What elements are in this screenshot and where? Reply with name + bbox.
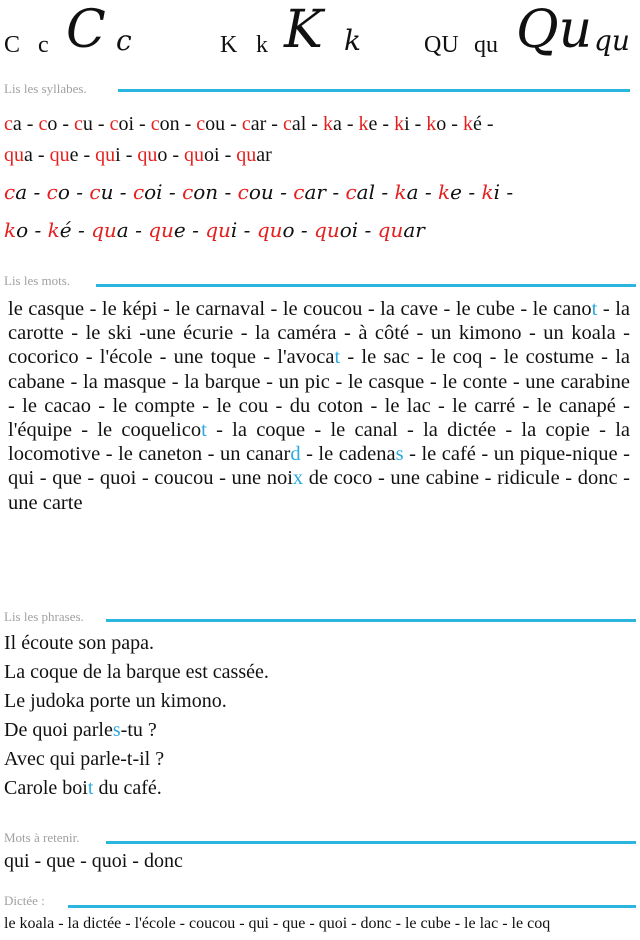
section-label-syllabes: Lis les syllabes. (4, 81, 87, 96)
highlight-letter: c (89, 180, 101, 204)
highlight-letter: k (481, 180, 494, 204)
syllable (148, 218, 186, 242)
words-to-remember: qui - que - quoi - donc (4, 850, 183, 872)
syllable-rest: a (12, 113, 22, 135)
script-lower-qu: qu (594, 24, 630, 57)
section-rule (68, 905, 636, 908)
syllable (133, 180, 163, 204)
separator: - (78, 144, 96, 166)
syllable (426, 113, 446, 135)
syllable-rest: a (406, 180, 419, 204)
highlight-letter: c (182, 180, 194, 204)
syllable (151, 113, 180, 135)
syllable (182, 180, 218, 204)
highlight-letter: c (46, 180, 58, 204)
section-label-retenir: Mots à retenir. (4, 830, 80, 845)
highlight-letter: qu (148, 218, 174, 242)
separator: - (237, 218, 257, 242)
syllable (47, 180, 70, 204)
syllable (50, 144, 79, 166)
separator: - (128, 218, 149, 242)
script-lower-k: k (344, 24, 361, 57)
print-upper-c: C (4, 32, 21, 58)
text-segment: - la coque - le canal - la dictée - la copie - la locomotive - le caneton - un canar (8, 419, 630, 466)
highlight-letter: c (4, 113, 13, 135)
syllable (4, 180, 27, 204)
syllable (74, 113, 93, 135)
syllable-rest: a (116, 218, 129, 242)
syllable-rest: é (472, 113, 482, 135)
highlight-letter: qu (95, 144, 116, 166)
syllable-rest: o (436, 113, 447, 135)
highlight-letter: k (462, 113, 473, 135)
syllable-rest: ar (403, 218, 425, 242)
highlight-letter: qu (205, 218, 231, 242)
separator: - (409, 113, 427, 135)
highlight-letter: qu (137, 144, 158, 166)
print-lower-qu: qu (474, 32, 498, 58)
syllable (137, 144, 167, 166)
script-upper-c: C (66, 0, 106, 60)
syllable (394, 180, 418, 204)
separator: - (113, 180, 133, 204)
syllable (4, 218, 28, 242)
section-label-dictee: Dictée : (4, 893, 45, 908)
silent-letter: t (334, 346, 341, 369)
sentence (4, 629, 269, 658)
sentence (4, 774, 269, 803)
silent-letter: t (201, 419, 207, 442)
syllable-rest: oi (204, 144, 220, 166)
syllable-rest: al (356, 180, 375, 204)
separator: - (225, 113, 242, 135)
highlight-letter: c (109, 113, 119, 135)
syllable (196, 113, 225, 135)
separator: - (418, 180, 439, 204)
section-rule (106, 841, 636, 844)
text-segment: La coque de la barque est cassée. (4, 661, 269, 683)
syllable-rest: a (332, 113, 342, 135)
separator: - (446, 113, 463, 135)
highlight-letter: qu (49, 144, 70, 166)
separator: - (57, 113, 75, 135)
syllable-rest: ar (256, 144, 272, 166)
section-rule (96, 284, 636, 287)
syllable-rest: e (368, 113, 378, 135)
separator: - (71, 218, 92, 242)
text-segment: Carole boi (4, 777, 88, 799)
syllable (236, 144, 272, 166)
separator: - (306, 113, 323, 135)
separator: - (134, 113, 151, 135)
highlight-letter: qu (4, 144, 24, 166)
highlight-letter: c (38, 113, 48, 135)
syllable (38, 113, 57, 135)
syllable-rest: al (291, 113, 307, 135)
separator: - (69, 180, 90, 204)
text-segment: De quoi parle (4, 719, 113, 741)
separator: - (377, 113, 395, 135)
syllable-rest: on (159, 113, 180, 135)
separator: - (27, 180, 47, 204)
section-rule (118, 89, 630, 92)
syllable-rest: i (230, 218, 238, 242)
print-lower-c: c (38, 32, 49, 58)
text-segment: de coco - une cabine - ridicule - donc - une carte (8, 467, 630, 514)
syllable (4, 113, 22, 135)
syllable (394, 113, 410, 135)
silent-letter: d (290, 443, 301, 466)
text-segment: - le cadena (300, 443, 396, 466)
sentence (4, 716, 269, 745)
highlight-letter: c (4, 180, 16, 204)
separator: - (179, 113, 197, 135)
separator: - (162, 180, 183, 204)
highlight-letter: k (322, 113, 333, 135)
syllable-cursive-line-1 (4, 180, 513, 204)
syllable (110, 113, 134, 135)
syllable-rest: o (47, 113, 58, 135)
syllable-rest: ar (250, 113, 267, 135)
highlight-letter: qu (236, 144, 257, 166)
syllable (283, 113, 306, 135)
syllable-rest: oi (144, 180, 163, 204)
syllable-rest: oi (339, 218, 359, 242)
script-lower-c: c (116, 24, 132, 57)
syllable-rest: ou (248, 180, 274, 204)
highlight-letter: k (394, 180, 407, 204)
syllable-rest: e (173, 218, 186, 242)
highlight-letter: k (438, 180, 451, 204)
highlight-letter: k (358, 113, 369, 135)
print-lower-k: k (256, 32, 268, 58)
syllable (184, 144, 220, 166)
highlight-letter: k (47, 218, 60, 242)
text-segment: Le judoka porte un kimono. (4, 690, 227, 712)
syllable-rest: o (57, 180, 70, 204)
script-upper-qu: Qu (516, 0, 593, 60)
syllable-rest: u (100, 180, 114, 204)
text-segment: - la carotte - le ski -une écurie - la caméra - à côté - un kimono - un koala - cocorico - l'école - une toque - l'avoca (8, 298, 630, 369)
separator: - (120, 144, 138, 166)
syllable (91, 218, 129, 242)
separator: - (32, 144, 50, 166)
syllable-rest: e (69, 144, 79, 166)
syllable-rest: ar (304, 180, 326, 204)
syllable (205, 218, 237, 242)
syllable (293, 180, 326, 204)
separator: - (266, 113, 283, 135)
separator: - (374, 180, 395, 204)
syllable (463, 113, 482, 135)
text-segment: - le sac - le coq - le costume - la cabane - la masque - la barque - un pic - le casque - le conte - une carabine - le cacao - le compte - le cou - du coton - le lac - le carré - le canapé - l'équipe - le coquelico (8, 346, 630, 442)
highlight-letter: c (345, 180, 357, 204)
letter-header (0, 0, 640, 80)
syllable-rest: i (404, 113, 410, 135)
highlight-letter: k (426, 113, 437, 135)
separator: - (481, 113, 494, 135)
syllable (4, 144, 33, 166)
separator: - (358, 218, 378, 242)
syllable-print-line-1 (4, 112, 494, 136)
highlight-letter: c (241, 113, 251, 135)
highlight-letter: qu (256, 218, 283, 242)
separator: - (167, 144, 185, 166)
silent-letter: t (87, 777, 94, 799)
syllable-rest: a (15, 180, 28, 204)
syllable-cursive-line-2 (4, 218, 425, 242)
silent-letter: t (591, 298, 598, 320)
text-segment: Il écoute son papa. (4, 632, 154, 654)
print-upper-qu: QU (424, 32, 459, 58)
word-list (8, 297, 630, 515)
section-label-mots: Lis les mots. (4, 273, 71, 288)
syllable-rest: o (282, 218, 295, 242)
script-upper-k: K (284, 0, 323, 60)
separator: - (341, 113, 359, 135)
syllable-rest: e (450, 180, 462, 204)
syllable-print-line-2 (4, 143, 272, 167)
syllable-rest: a (24, 144, 33, 166)
separator: - (21, 113, 39, 135)
syllable-rest: o (157, 144, 168, 166)
syllable (314, 218, 358, 242)
silent-letter: x (292, 467, 304, 490)
syllable (48, 218, 72, 242)
syllable (238, 180, 274, 204)
separator: - (325, 180, 346, 204)
separator: - (28, 218, 48, 242)
text-segment: le casque - le képi - le carnaval - le coucou - la cave - le cube - le cano (8, 298, 592, 320)
highlight-letter: qu (91, 218, 117, 242)
syllable (345, 180, 375, 204)
separator: - (218, 180, 238, 204)
syllable-rest: oi (118, 113, 135, 135)
sentence (4, 745, 269, 774)
syllable (89, 180, 113, 204)
separator: - (273, 180, 294, 204)
highlight-letter: c (132, 180, 145, 204)
syllable (359, 113, 378, 135)
highlight-letter: c (196, 113, 206, 135)
highlight-letter: k (4, 218, 17, 242)
highlight-letter: qu (184, 144, 205, 166)
syllable (95, 144, 121, 166)
separator: - (92, 113, 110, 135)
syllable (481, 180, 500, 204)
sentence-list (4, 629, 269, 803)
syllable-rest: u (82, 113, 93, 135)
dictation-text: le koala - la dictée - l'école - coucou - qui - que - quoi - donc - le cube - le lac - le coq (4, 915, 551, 932)
section-rule (106, 619, 636, 622)
syllable-rest: o (16, 218, 29, 242)
highlight-letter: c (237, 180, 249, 204)
text-segment: Avec qui parle-t-il ? (4, 748, 165, 770)
highlight-letter: c (74, 113, 83, 135)
highlight-letter: k (394, 113, 405, 135)
syllable (323, 113, 342, 135)
separator: - (461, 180, 482, 204)
syllable-rest: i (115, 144, 121, 166)
silent-letter: s (112, 719, 121, 741)
silent-letter: s (395, 443, 404, 466)
text-segment: -tu ? (120, 719, 157, 741)
highlight-letter: c (282, 113, 292, 135)
syllable-rest: i (493, 180, 500, 204)
syllable-rest: ou (205, 113, 226, 135)
separator: - (500, 180, 514, 204)
section-label-phrases: Lis les phrases. (4, 609, 84, 624)
highlight-letter: c (150, 113, 160, 135)
sentence (4, 658, 269, 687)
text-segment: du café. (93, 777, 162, 799)
separator: - (219, 144, 237, 166)
print-upper-k: K (220, 32, 238, 58)
syllable (242, 113, 266, 135)
syllable (378, 218, 425, 242)
separator: - (294, 218, 315, 242)
syllable-rest: on (193, 180, 219, 204)
separator: - (185, 218, 206, 242)
text-segment: - le café - un pique-nique - qui - que - quoi - coucou - une noi (8, 443, 630, 490)
syllable (257, 218, 295, 242)
sentence (4, 687, 269, 716)
syllable-rest: é (59, 218, 72, 242)
syllable (438, 180, 462, 204)
highlight-letter: qu (314, 218, 340, 242)
highlight-letter: c (293, 180, 305, 204)
highlight-letter: qu (377, 218, 404, 242)
